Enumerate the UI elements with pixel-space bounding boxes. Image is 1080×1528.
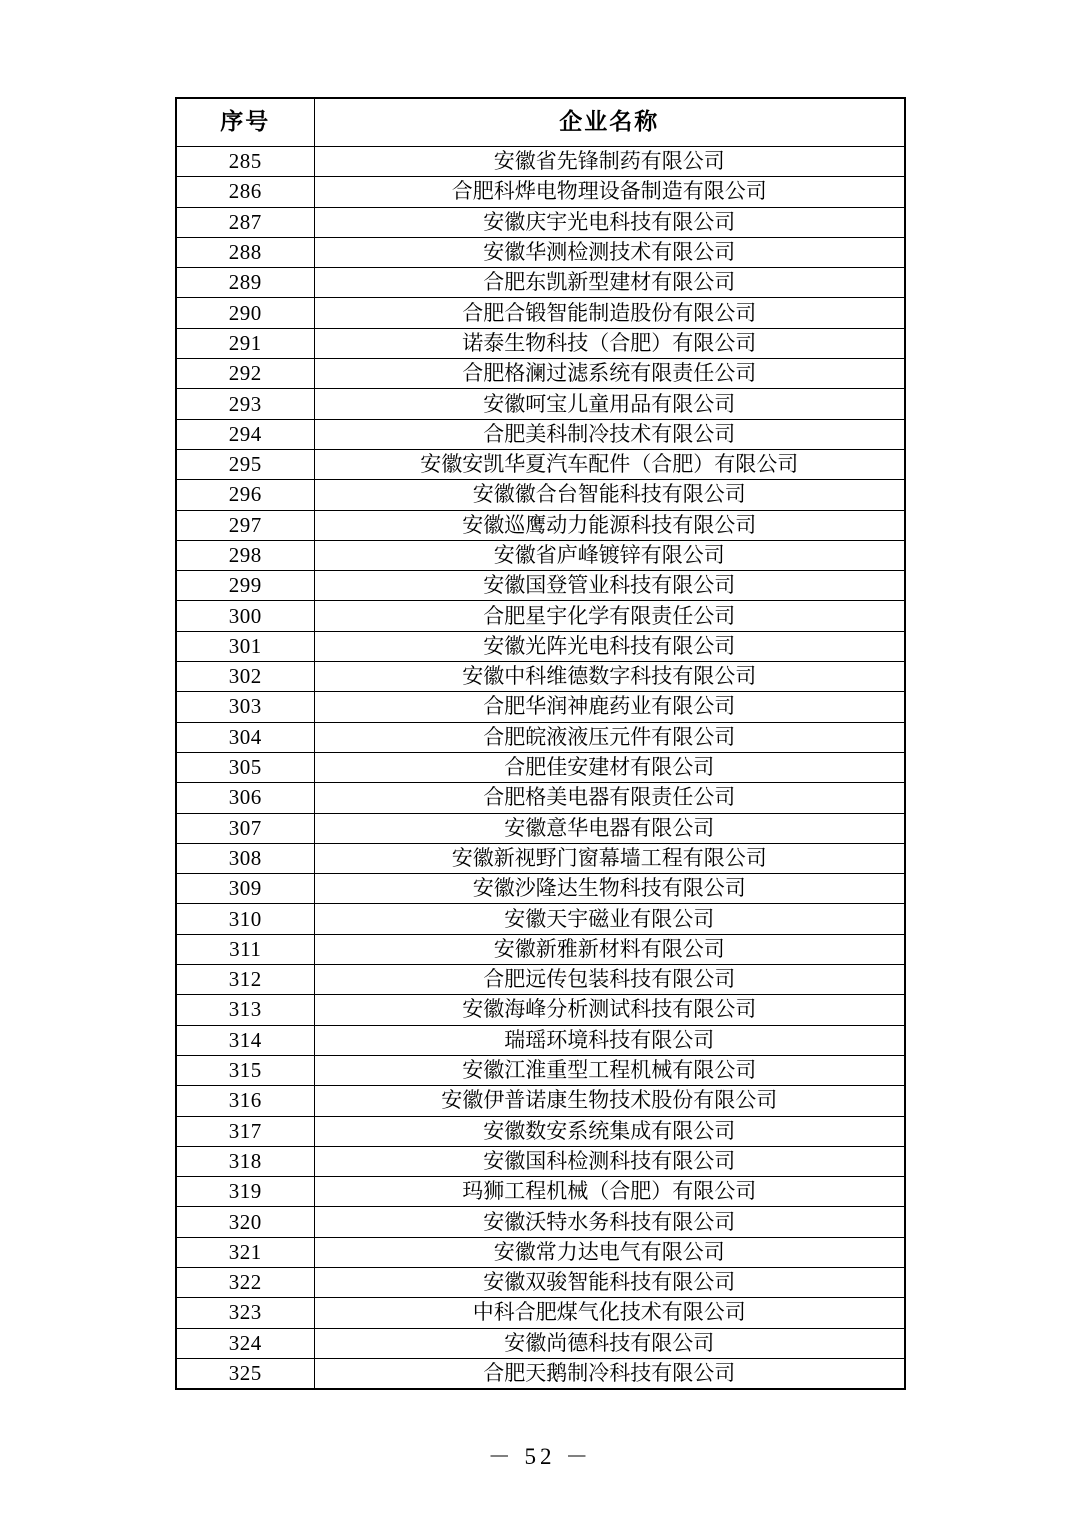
table-row [176, 480, 905, 510]
table-row [176, 1207, 905, 1237]
table-row [176, 1267, 905, 1297]
cell-enterprise-name: 玛狮工程机械（合肥）有限公司 [314, 1177, 905, 1207]
table-row [176, 1298, 905, 1328]
cell-enterprise-name: 安徽徽合台智能科技有限公司 [314, 480, 905, 510]
table-body [176, 147, 905, 1390]
table-row [176, 692, 905, 722]
cell-enterprise-name: 安徽呵宝儿童用品有限公司 [314, 389, 905, 419]
table-row [176, 843, 905, 873]
table-row [176, 934, 905, 964]
cell-enterprise-name: 安徽尚德科技有限公司 [314, 1328, 905, 1358]
cell-index: 317 [176, 1116, 314, 1146]
cell-enterprise-name: 安徽伊普诺康生物技术股份有限公司 [314, 1086, 905, 1116]
cell-index: 312 [176, 965, 314, 995]
cell-index: 316 [176, 1086, 314, 1116]
cell-index: 306 [176, 783, 314, 813]
cell-index: 286 [176, 177, 314, 207]
cell-index: 287 [176, 207, 314, 237]
table-row [176, 1086, 905, 1116]
table-header [176, 98, 905, 147]
cell-index: 288 [176, 237, 314, 267]
table-row [176, 783, 905, 813]
cell-index: 294 [176, 419, 314, 449]
cell-enterprise-name: 安徽庆宇光电科技有限公司 [314, 207, 905, 237]
table-row [176, 571, 905, 601]
cell-index: 318 [176, 1146, 314, 1176]
cell-enterprise-name: 安徽海峰分析测试科技有限公司 [314, 995, 905, 1025]
cell-enterprise-name: 安徽安凯华夏汽车配件（合肥）有限公司 [314, 449, 905, 479]
cell-enterprise-name: 安徽双骏智能科技有限公司 [314, 1267, 905, 1297]
cell-index: 325 [176, 1358, 314, 1389]
cell-enterprise-name: 合肥科烨电物理设备制造有限公司 [314, 177, 905, 207]
cell-enterprise-name: 合肥合锻智能制造股份有限公司 [314, 298, 905, 328]
cell-enterprise-name: 合肥佳安建材有限公司 [314, 752, 905, 782]
table-row [176, 540, 905, 570]
table-row [176, 1025, 905, 1055]
cell-index: 305 [176, 752, 314, 782]
cell-index: 320 [176, 1207, 314, 1237]
table-row [176, 449, 905, 479]
table-row [176, 237, 905, 267]
table-row [176, 1177, 905, 1207]
table-row [176, 419, 905, 449]
cell-index: 304 [176, 722, 314, 752]
cell-index: 315 [176, 1055, 314, 1085]
cell-index: 319 [176, 1177, 314, 1207]
cell-index: 310 [176, 904, 314, 934]
cell-enterprise-name: 安徽新雅新材料有限公司 [314, 934, 905, 964]
cell-index: 309 [176, 874, 314, 904]
cell-enterprise-name: 安徽常力达电气有限公司 [314, 1237, 905, 1267]
cell-enterprise-name: 诺泰生物科技（合肥）有限公司 [314, 328, 905, 358]
cell-index: 303 [176, 692, 314, 722]
cell-enterprise-name: 安徽沙隆达生物科技有限公司 [314, 874, 905, 904]
table-row [176, 1116, 905, 1146]
cell-enterprise-name: 合肥星宇化学有限责任公司 [314, 601, 905, 631]
cell-index: 314 [176, 1025, 314, 1055]
cell-enterprise-name: 合肥格美电器有限责任公司 [314, 783, 905, 813]
cell-index: 290 [176, 298, 314, 328]
cell-enterprise-name: 安徽省先锋制药有限公司 [314, 147, 905, 177]
cell-index: 323 [176, 1298, 314, 1328]
table-row [176, 510, 905, 540]
cell-enterprise-name: 合肥皖液液压元件有限公司 [314, 722, 905, 752]
table-row [176, 874, 905, 904]
cell-index: 308 [176, 843, 314, 873]
cell-enterprise-name: 安徽新视野门窗幕墙工程有限公司 [314, 843, 905, 873]
cell-enterprise-name: 合肥天鹅制冷科技有限公司 [314, 1358, 905, 1389]
enterprise-list-table [175, 97, 906, 1390]
cell-index: 322 [176, 1267, 314, 1297]
cell-enterprise-name: 安徽天宇磁业有限公司 [314, 904, 905, 934]
cell-enterprise-name: 合肥远传包装科技有限公司 [314, 965, 905, 995]
cell-index: 293 [176, 389, 314, 419]
table-row [176, 995, 905, 1025]
table-row [176, 965, 905, 995]
table-row [176, 147, 905, 177]
cell-enterprise-name: 安徽光阵光电科技有限公司 [314, 631, 905, 661]
cell-enterprise-name: 安徽国科检测科技有限公司 [314, 1146, 905, 1176]
cell-enterprise-name: 安徽意华电器有限公司 [314, 813, 905, 843]
table-row [176, 268, 905, 298]
cell-index: 321 [176, 1237, 314, 1267]
enterprise-list-table-container [175, 97, 904, 1390]
cell-enterprise-name: 中科合肥煤气化技术有限公司 [314, 1298, 905, 1328]
table-row [176, 1237, 905, 1267]
cell-index: 291 [176, 328, 314, 358]
cell-enterprise-name: 安徽沃特水务科技有限公司 [314, 1207, 905, 1237]
table-row [176, 389, 905, 419]
cell-index: 296 [176, 480, 314, 510]
table-row [176, 328, 905, 358]
cell-index: 300 [176, 601, 314, 631]
table-row [176, 752, 905, 782]
cell-enterprise-name: 安徽数安系统集成有限公司 [314, 1116, 905, 1146]
table-row [176, 177, 905, 207]
table-header-row [176, 98, 905, 147]
table-row [176, 1328, 905, 1358]
table-row [176, 207, 905, 237]
cell-enterprise-name: 瑞瑶环境科技有限公司 [314, 1025, 905, 1055]
column-header-index: 序号 [176, 98, 314, 147]
cell-enterprise-name: 安徽省庐峰镀锌有限公司 [314, 540, 905, 570]
table-row [176, 904, 905, 934]
cell-enterprise-name: 合肥格澜过滤系统有限责任公司 [314, 359, 905, 389]
cell-enterprise-name: 合肥美科制冷技术有限公司 [314, 419, 905, 449]
cell-enterprise-name: 安徽江淮重型工程机械有限公司 [314, 1055, 905, 1085]
column-header-enterprise-name: 企业名称 [314, 98, 905, 147]
cell-enterprise-name: 安徽中科维德数字科技有限公司 [314, 662, 905, 692]
cell-enterprise-name: 安徽国登管业科技有限公司 [314, 571, 905, 601]
cell-index: 301 [176, 631, 314, 661]
cell-index: 298 [176, 540, 314, 570]
table-row [176, 1358, 905, 1389]
cell-index: 299 [176, 571, 314, 601]
cell-enterprise-name: 安徽华测检测技术有限公司 [314, 237, 905, 267]
table-row [176, 662, 905, 692]
table-row [176, 1146, 905, 1176]
cell-index: 292 [176, 359, 314, 389]
cell-enterprise-name: 合肥华润神鹿药业有限公司 [314, 692, 905, 722]
cell-index: 289 [176, 268, 314, 298]
cell-enterprise-name: 合肥东凯新型建材有限公司 [314, 268, 905, 298]
cell-index: 297 [176, 510, 314, 540]
page-number: － 52 － [487, 1444, 593, 1469]
table-row [176, 813, 905, 843]
cell-index: 285 [176, 147, 314, 177]
table-row [176, 359, 905, 389]
table-row [176, 722, 905, 752]
cell-enterprise-name: 安徽巡鹰动力能源科技有限公司 [314, 510, 905, 540]
table-row [176, 631, 905, 661]
cell-index: 295 [176, 449, 314, 479]
cell-index: 302 [176, 662, 314, 692]
table-row [176, 1055, 905, 1085]
cell-index: 324 [176, 1328, 314, 1358]
cell-index: 311 [176, 934, 314, 964]
cell-index: 313 [176, 995, 314, 1025]
table-row [176, 601, 905, 631]
cell-index: 307 [176, 813, 314, 843]
table-row [176, 298, 905, 328]
